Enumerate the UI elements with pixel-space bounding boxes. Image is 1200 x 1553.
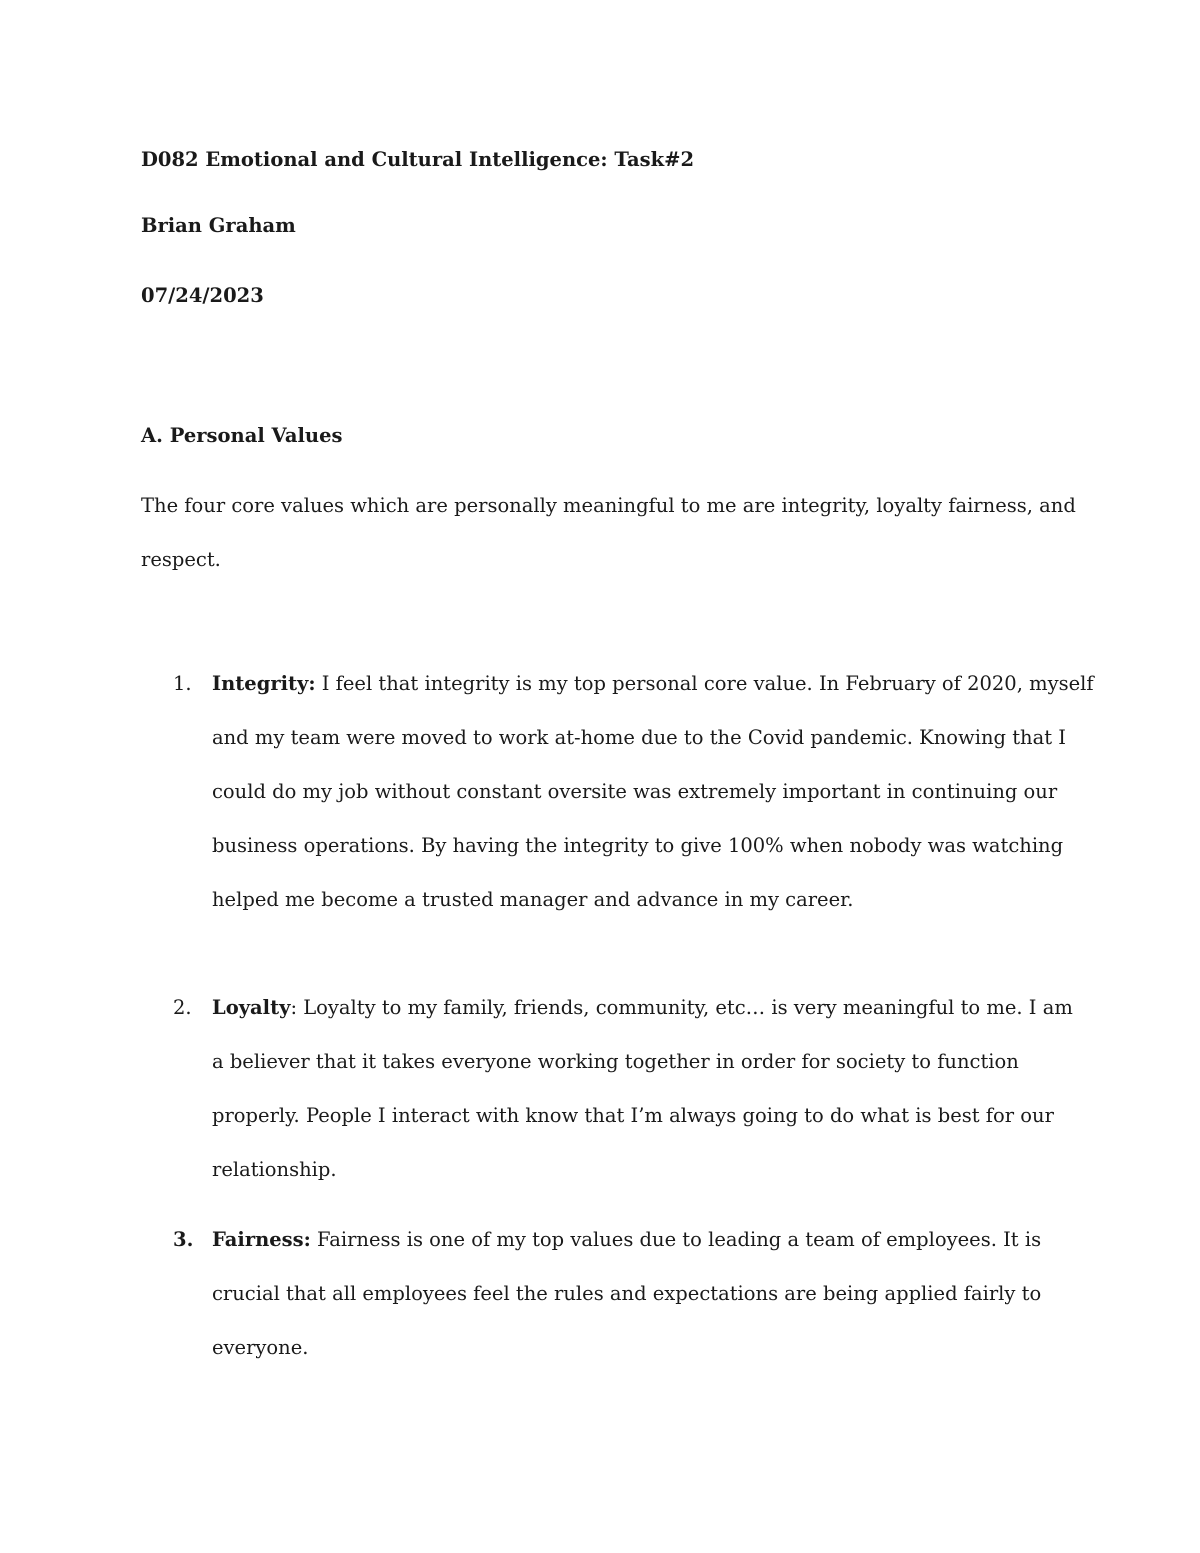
value-text: I feel that integrity is my top personal core value. In February of 2020, myself <box>315 672 1094 695</box>
list-item-line: could do my job without constant oversite was extremely important in continuing our <box>212 780 1058 803</box>
value-label: Loyalty <box>212 996 291 1019</box>
list-item-line: everyone. <box>212 1336 309 1359</box>
author-name: Brian Graham <box>141 214 296 237</box>
document-title: D082 Emotional and Cultural Intelligence: Task#2 <box>141 148 695 171</box>
list-item-number: 2. <box>173 996 192 1019</box>
list-item-line: crucial that all employees feel the rules and expectations are being applied fairly to <box>212 1282 1042 1305</box>
document-date: 07/24/2023 <box>141 284 264 307</box>
intro-line: The four core values which are personally meaningful to me are integrity, loyalty fairness, and <box>141 494 1076 517</box>
list-item-line <box>212 672 1094 696</box>
list-item-line: and my team were moved to work at-home due to the Covid pandemic. Knowing that I <box>212 726 1066 749</box>
list-item-number: 3. <box>173 1228 194 1251</box>
list-item-line: helped me become a trusted manager and advance in my career. <box>212 888 854 911</box>
list-item-line: business operations. By having the integrity to give 100% when nobody was watching <box>212 834 1064 857</box>
list-item-number: 1. <box>173 672 192 695</box>
list-item-line: relationship. <box>212 1158 337 1181</box>
list-item-line: properly. People I interact with know that I’m always going to do what is best for our <box>212 1104 1054 1127</box>
value-text: Fairness is one of my top values due to leading a team of employees. It is <box>310 1228 1042 1251</box>
list-item-line: a believer that it takes everyone working together in order for society to function <box>212 1050 1019 1073</box>
section-heading: A. Personal Values <box>141 424 343 447</box>
intro-line: respect. <box>141 548 221 571</box>
value-label: Integrity: <box>212 672 316 695</box>
value-label: Fairness: <box>212 1228 311 1251</box>
list-item-line <box>212 1228 1041 1252</box>
value-text: : Loyalty to my family, friends, community, etc… is very meaningful to me. I am <box>290 996 1073 1019</box>
list-item-line <box>212 996 1073 1020</box>
